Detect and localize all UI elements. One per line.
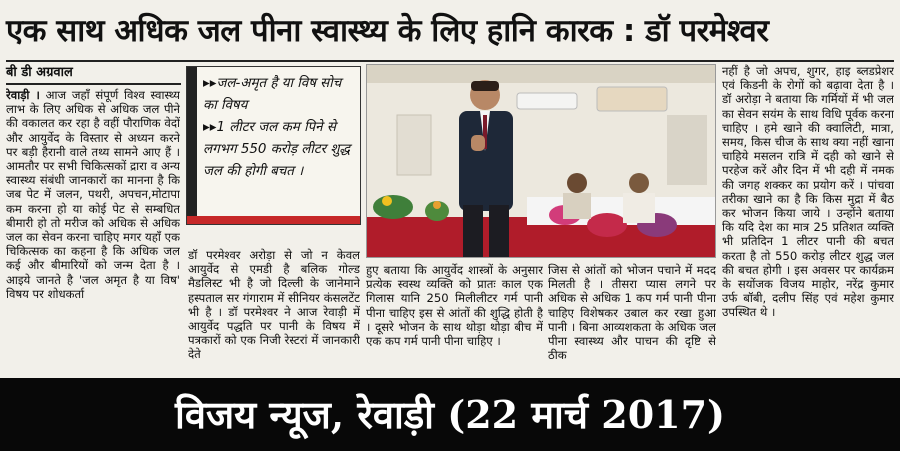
byline: बी डी अग्रवाल	[6, 65, 181, 85]
pull-quote-bar	[187, 67, 197, 224]
article-column-5	[722, 64, 894, 376]
headline	[6, 4, 894, 58]
pull-quote-red-rule	[187, 216, 360, 224]
dateline: रेवाड़ी ।	[6, 88, 40, 102]
article-column-4	[548, 263, 716, 376]
event-photo-illustration	[367, 65, 715, 257]
source-footer-text: विजय न्यूज, रेवाड़ी (22 मार्च 2017)	[174, 392, 725, 437]
column-3-text: हुए बताया कि आयुर्वेद शास्त्रों के अनुसार प्रत्येक स्वस्थ व्यक्ति को प्रातः काल एक गिलास यानि 250 मिलीलीटर गर्म पानी पीना चाहिए इस से आंतों की शुद्धि होती है । दूसरे भोजन के साथ थोड़ा थोड़ा बीच में एक कप गर्म पानी पीना चाहिए ।	[366, 263, 543, 349]
column-2-text: डॉ परमेश्वर अरोड़ा से जो न केवल आयुर्वेद से एमडी है बलिक गोल्ड मैडलिस्ट भी है जो दिल्ली के जानेमाने हस्पताल सर गंगाराम में सीनियर कंसलटेंट भी है । डॉ परमेश्वर ने आज रेवाड़ी में आयुर्वेद पद्धति पर पानी के विषय में पत्रकारों को एक निजी रेस्टरां में जानकारी देते	[188, 248, 360, 362]
column-4-text: जिस से आंतों को भोजन पचाने में मदद मिलती है । तीसरा प्यास लगने पर अधिक से अधिक 1 कप गर्म पानी पीना चाहिए विशेषकर उबाल कर रखा हुआ पानी । बिना आव्यशकता के अधिक जल पीना स्वास्थ्य और पाचन की दृष्टि से ठीक	[548, 263, 716, 363]
pull-quote-line-1: ▸▸जल-अमृत है या विष सोच का विषय	[203, 76, 342, 113]
pull-quote-line-2: ▸▸1 लीटर जल कम पिने से लगभग 550 करोड़ लीटर शुद्ध जल की होगी बचत ।	[203, 120, 351, 179]
column-1-text: आज जहाँ संपूर्ण विश्व स्वास्थ्य लाभ के लिए अधिक से अधिक जल पीने की वकालत कर रहा है वहीं पौराणिक वेदों और आयुर्वेद के विस्तार से अध्यन करने पर बड़ी हैरानी वाले तथ्य सामने आए हैं ।आमतौर पर सभी चिकित्सकों द्रारा व अन्य स्वास्थ्य संबंधी जानकारों का मानना है कि जब पेट में जलन, पथरी, अपचन,मोटापा कम करना हो या कोई पेट से सम्बधित बीमारी हो तो मरीज को अधिक से अधिक जल का सेवन करना चाहिए मगर यहाँ एक चिकित्सक का कहना है कि अधिक जल कई और बीमारियों को जन्म देता है ।आइये जानते है 'जल अमृत है या विष' विषय पर शोधकर्ता	[6, 88, 180, 301]
article-column-3	[366, 263, 543, 376]
article-column-2	[188, 248, 360, 376]
article-column-1	[6, 88, 180, 376]
headline-divider	[6, 60, 894, 62]
column-5-text: नहीं है जो अपच, शुगर, हाइ ब्लडप्रेशर एवं किडनी के रोगों को बढ़ावा देता है । डॉ अरोड़ा ने बताया कि गर्मियों में भी जल का सेवन सयंम के साथ विधि पूर्वक करना चाहिए । हमे खाने की क्वालिटी, मात्रा, समय, किस चीज के साथ क्या नहीं खाना चाहिये मसलन रात्रि में दही को खाने से परहेज करें और दिन में भी दही में नमक की जगह शक्कर का प्रयोग करें । पांचवा तरीका खाने का है कि किस मुद्रा में बैठ कर भोजन किया जाये । उन्होंने बताया कि यदि देश का मात्र 25 प्रतिशत व्यक्ति भी प्रतिदिन 1 लीटर पानी की बचत करता है तो 550 करोड़ लीटर शुद्ध जल की बचत होगी । इस अवसर पर कार्यक्रम के सयोंजक विजय माहोर, नरेंद्र कुमार उर्फ बॉबी, दलीप सिंह एवं महेश कुमार उपस्थित थे ।	[722, 64, 894, 320]
pull-quote-box	[186, 66, 361, 225]
event-photo	[366, 64, 716, 258]
source-footer	[0, 378, 900, 451]
headline-text: एक साथ अधिक जल पीना स्वास्थ्य के लिए हानि कारक : डॉ परमेश्वर	[6, 13, 769, 49]
